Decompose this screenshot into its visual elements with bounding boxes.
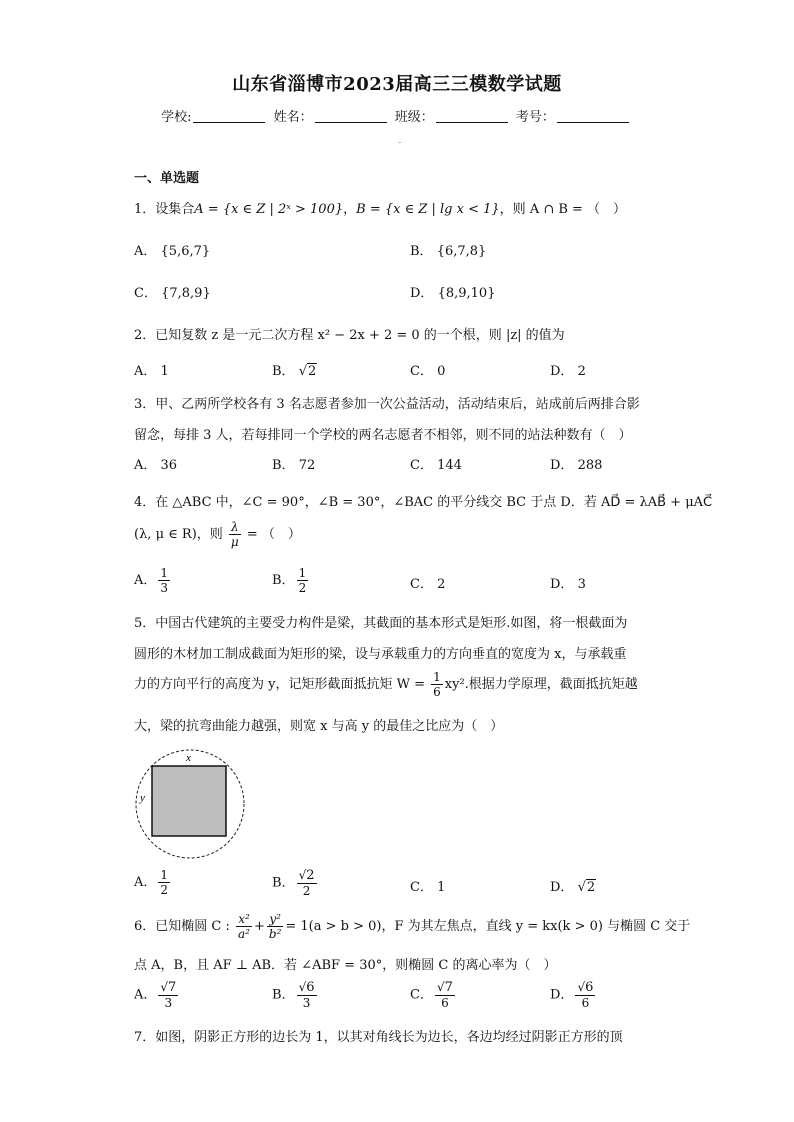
q2-option-d[interactable]: [550, 360, 586, 379]
option-label: B．: [410, 244, 433, 259]
numerator: 1: [160, 868, 169, 882]
option-text: {5,6,7}: [160, 244, 211, 259]
denominator: 6: [441, 996, 449, 1010]
option-label: C．: [410, 880, 433, 895]
denominator: b²: [268, 927, 282, 941]
fraction: [158, 566, 170, 595]
option-label: C．: [410, 364, 433, 379]
denominator: 2: [302, 884, 311, 898]
q1-option-a[interactable]: [134, 240, 210, 259]
q1-stem-text: 1．设集合: [134, 202, 195, 217]
q5-line3: [134, 670, 638, 699]
option-text: 1: [437, 880, 446, 895]
fraction: [158, 868, 170, 897]
q1-stem: [134, 198, 626, 217]
q1-set-a: A = {x ∈ Z | 2ˣ > 100}: [194, 202, 344, 217]
option-text: 2: [437, 577, 446, 592]
q4-line2: [134, 520, 301, 549]
sqrt-expression: √2: [298, 364, 317, 379]
option-label: D．: [410, 286, 434, 301]
numerator: y²: [269, 912, 281, 926]
number-label: 考号：: [515, 110, 555, 125]
denominator: 2: [298, 581, 307, 595]
class-blank[interactable]: [436, 110, 508, 123]
option-text: 1: [160, 364, 169, 379]
plus-sign: +: [253, 919, 265, 934]
radicand: 6: [306, 980, 315, 995]
q5-line1: 5．中国古代建筑的主要受力构件是梁，其截面的基本形式是矩形.如图，将一根截面为: [134, 616, 628, 631]
q7-line1: 7．如图，阴影正方形的边长为 1，以其对角线长为边长，各边均经过阴影正方形的顶: [134, 1030, 623, 1045]
denominator: 6: [433, 685, 441, 699]
sqrt-expression: √2: [577, 880, 596, 895]
option-label: D．: [550, 364, 574, 379]
q1-option-d[interactable]: [410, 282, 495, 301]
option-text: 288: [577, 458, 603, 473]
numerator: 1: [433, 670, 441, 684]
q6-option-a[interactable]: [134, 980, 180, 1010]
q4-option-a[interactable]: [134, 566, 172, 595]
fraction: [297, 566, 309, 595]
q5-line4: 大，梁的抗弯曲能力越强，则宽 x 与高 y 的最佳之比应为（ ）: [134, 719, 504, 734]
student-info-line: [0, 106, 794, 125]
school-blank[interactable]: [193, 110, 265, 123]
q3-option-c[interactable]: [410, 454, 462, 473]
q6-option-b[interactable]: [272, 980, 319, 1010]
beam-cross-section-figure: [134, 748, 246, 860]
q4-line1: 4．在 △ABC 中，∠C = 90°，∠B = 30°，∠BAC 的平分线交 BC 于点 D．若 AD⃗ = λAB⃗ + μAC⃗: [134, 495, 713, 510]
option-label: A．: [134, 244, 157, 259]
q1-comma: ，: [343, 202, 357, 217]
q1-option-c[interactable]: [134, 282, 211, 301]
school-label: 学校:: [161, 110, 192, 125]
q4-option-d[interactable]: [550, 573, 586, 592]
q3-option-d[interactable]: [550, 454, 602, 473]
q1-set-b: B = {x ∈ Z | lg x < 1}: [356, 202, 500, 217]
radicand: 2: [308, 364, 317, 379]
q3-option-a[interactable]: [134, 454, 177, 473]
q5-option-d[interactable]: [550, 876, 596, 895]
q6-fraction-x: [236, 912, 252, 941]
divider-dot: [398, 142, 401, 143]
option-label: A．: [134, 573, 157, 588]
numerator: √6: [577, 980, 594, 995]
q1-option-b[interactable]: [410, 240, 486, 259]
option-label: D．: [550, 458, 574, 473]
option-text: 144: [437, 458, 462, 473]
q2-option-c[interactable]: [410, 360, 445, 379]
q4-line2-end: = （ ）: [246, 527, 301, 542]
label-y: y: [140, 792, 145, 804]
numerator: √7: [160, 980, 177, 995]
option-text: {7,8,9}: [161, 286, 211, 301]
q6-option-c[interactable]: [410, 980, 457, 1010]
denominator: 6: [581, 996, 590, 1010]
q1-stem-end: ，则 A ∩ B = （ ）: [499, 202, 627, 217]
section-title: 一、单选题: [134, 171, 200, 186]
fraction: [435, 980, 455, 1010]
denominator: a²: [238, 927, 250, 941]
q2-option-b[interactable]: [272, 360, 317, 379]
q6-fraction-y: [267, 912, 284, 941]
option-label: A．: [134, 875, 157, 890]
q5-line3-text: 力的方向平行的高度为 y，记矩形截面抵抗矩 W =: [134, 677, 425, 692]
denominator: 2: [160, 883, 169, 897]
option-label: C．: [410, 577, 433, 592]
option-text: 2: [577, 364, 586, 379]
fraction: [297, 868, 317, 898]
option-label: C．: [134, 286, 157, 301]
q3-line1: 3．甲、乙两所学校各有 3 名志愿者参加一次公益活动，活动结束后，站成前后两排合影: [134, 397, 640, 412]
option-label: A．: [134, 987, 157, 1003]
fraction: [575, 980, 595, 1010]
numerator: 1: [160, 566, 169, 580]
option-label: B．: [272, 364, 295, 379]
numerator: √7: [436, 980, 453, 995]
fraction: [297, 980, 317, 1010]
radicand: 7: [444, 980, 453, 995]
q2-stem: 2．已知复数 z 是一元二次方程 x² − 2x + 2 = 0 的一个根，则 |z| 的值为: [134, 328, 565, 343]
q3-line2: 留念，每排 3 人，若每排同一个学校的两名志愿者不相邻，则不同的站法种数有（ ）: [134, 428, 632, 443]
radicand: 2: [306, 868, 315, 883]
q4-line2-text: (λ, μ ∈ R)，则: [134, 527, 223, 542]
option-label: D．: [550, 577, 574, 592]
option-label: B．: [272, 458, 295, 473]
q6-line1-text: 6．已知椭圆 C :: [134, 919, 230, 934]
option-text: 36: [160, 458, 178, 473]
option-label: A．: [134, 364, 157, 379]
denominator: 3: [160, 581, 169, 595]
name-label: 姓名：: [273, 110, 313, 125]
option-label: B．: [272, 875, 295, 891]
name-blank[interactable]: [315, 110, 387, 123]
q5-option-a[interactable]: [134, 868, 172, 897]
option-label: D．: [550, 987, 574, 1003]
q6-line2: 点 A，B，且 AF ⊥ AB．若 ∠ABF = 30°，则椭圆 C 的离心率为（ ）: [134, 958, 557, 973]
q4-fraction: [229, 520, 241, 549]
q6-line1-end: = 1(a > b > 0)，F 为其左焦点，直线 y = kx(k > 0) 与椭圆 C 交于: [285, 919, 691, 934]
q6-line1: [134, 912, 690, 941]
numerator: λ: [231, 520, 239, 534]
q5-option-b[interactable]: [272, 868, 319, 898]
q5-line3-end: xy².根据力学原理，截面抵抗矩越: [444, 677, 638, 692]
option-label: A．: [134, 458, 157, 473]
numerator: 1: [298, 566, 307, 580]
denominator: 3: [302, 996, 311, 1010]
option-label: C．: [410, 458, 433, 473]
q5-w-fraction: [431, 670, 443, 699]
option-text: 0: [437, 364, 446, 379]
numerator: x²: [238, 912, 250, 926]
radicand: 7: [168, 980, 177, 995]
q3-option-b[interactable]: [272, 454, 315, 473]
label-x: x: [186, 752, 191, 764]
fraction: [158, 980, 178, 1010]
q2-option-a[interactable]: [134, 360, 169, 379]
numerator: √6: [298, 980, 315, 995]
option-label: B．: [272, 573, 295, 588]
q6-option-d[interactable]: [550, 980, 597, 1010]
option-label: B．: [272, 987, 295, 1003]
option-label: C．: [410, 987, 433, 1003]
option-text: {8,9,10}: [437, 286, 496, 301]
number-blank[interactable]: [557, 110, 629, 123]
denominator: μ: [230, 535, 239, 549]
radicand: 2: [586, 880, 596, 895]
radicand: 6: [585, 980, 594, 995]
q4-option-b[interactable]: [272, 566, 310, 595]
class-label: 班级：: [394, 110, 434, 125]
option-text: 72: [298, 458, 316, 473]
option-text: {6,7,8}: [436, 244, 487, 259]
rectangle-section: [152, 766, 226, 836]
q5-line2: 圆形的木材加工制成截面为矩形的梁，设与承载重力的方向垂直的宽度为 x，与承载重: [134, 647, 627, 662]
q4-option-c[interactable]: [410, 573, 445, 592]
page-title: 山东省淄博市2023届高三三模数学试题: [232, 74, 562, 95]
option-text: 3: [577, 577, 586, 592]
option-label: D．: [550, 880, 574, 895]
numerator: √2: [298, 868, 315, 883]
denominator: 3: [164, 996, 173, 1010]
q5-option-c[interactable]: [410, 876, 445, 895]
